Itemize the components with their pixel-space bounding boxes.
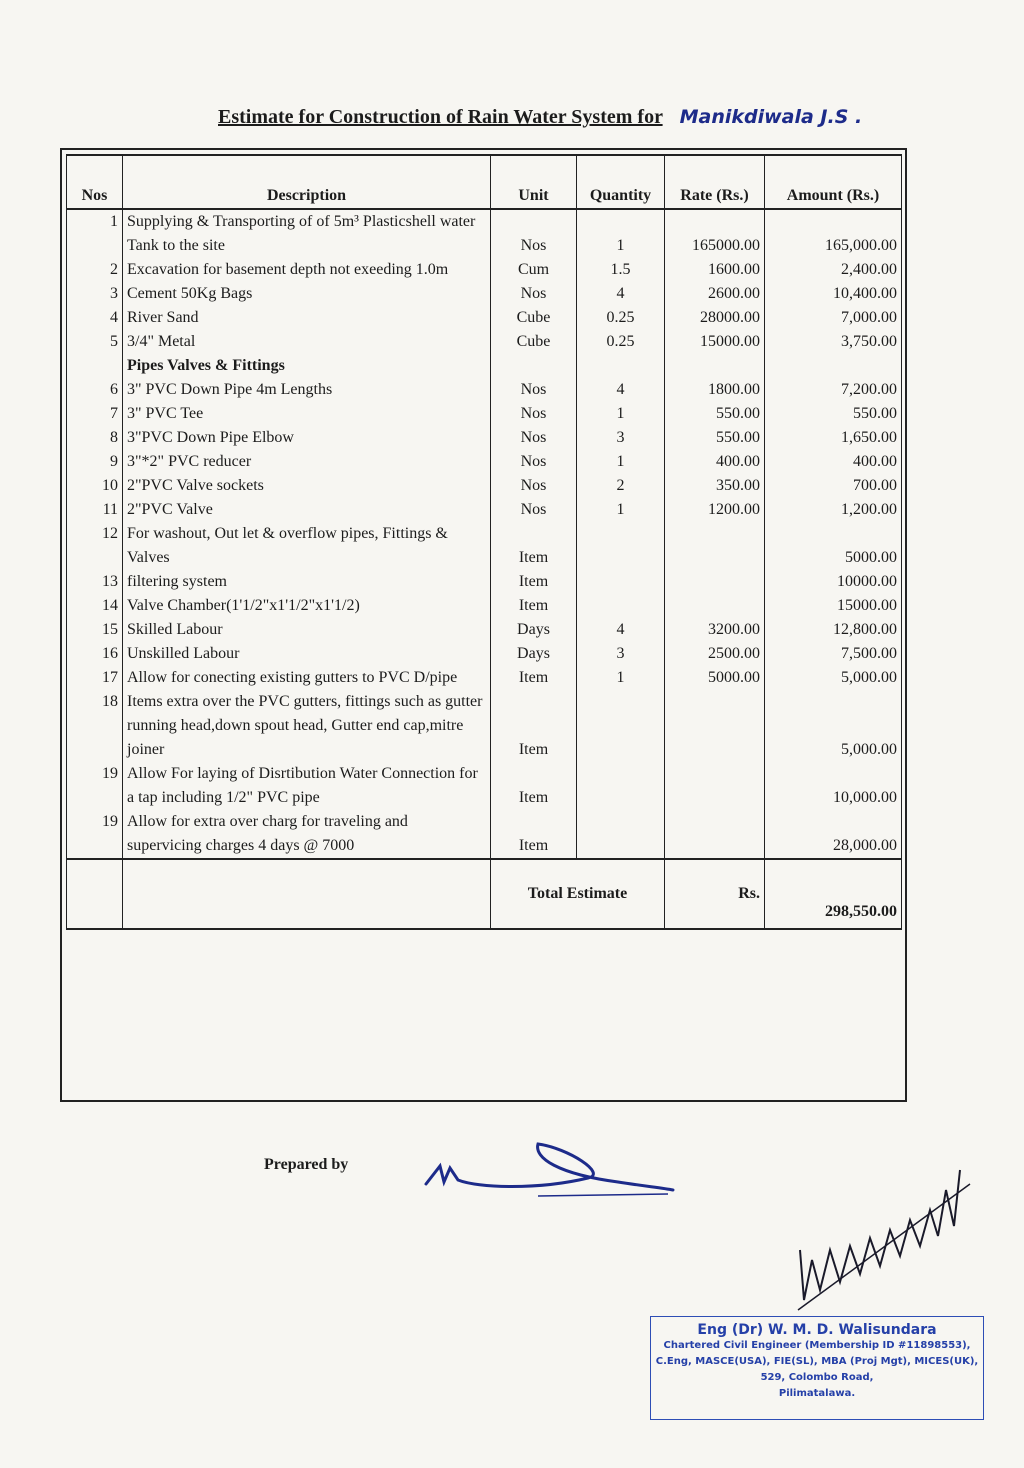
row-number: 16 [67, 642, 123, 666]
row-amount: 5,000.00 [765, 690, 902, 762]
table-row [67, 378, 902, 402]
row-number [67, 354, 123, 378]
row-unit: Cube [491, 330, 577, 354]
row-unit: Nos [491, 474, 577, 498]
title-handwritten-site: Manikdiwala J.S . [679, 106, 863, 128]
header-nos: Nos [67, 155, 123, 209]
total-blank [123, 859, 491, 929]
table-row [67, 282, 902, 306]
table-row [67, 306, 902, 330]
row-amount: 7,200.00 [765, 378, 902, 402]
row-description: Allow for extra over charg for traveling and supervicing charges 4 days @ 7000 [123, 810, 491, 859]
row-description: Unskilled Labour [123, 642, 491, 666]
row-rate: 1200.00 [665, 498, 765, 522]
row-amount: 7,500.00 [765, 642, 902, 666]
row-quantity [577, 570, 665, 594]
table-header-row [67, 155, 902, 209]
row-quantity [577, 690, 665, 762]
row-unit: Nos [491, 402, 577, 426]
total-currency: Rs. [665, 859, 765, 929]
preparer-signature [418, 1138, 678, 1204]
header-unit: Unit [491, 155, 577, 209]
row-unit: Cum [491, 258, 577, 282]
row-amount: 1,650.00 [765, 426, 902, 450]
stamp-name: Eng (Dr) W. M. D. Walisundara [697, 1322, 937, 1338]
row-quantity: 4 [577, 378, 665, 402]
row-number: 8 [67, 426, 123, 450]
row-unit: Item [491, 666, 577, 690]
header-quantity: Quantity [577, 155, 665, 209]
row-rate [665, 762, 765, 810]
row-description: Skilled Labour [123, 618, 491, 642]
stamp-line3: 529, Colombo Road, [760, 1372, 874, 1383]
row-quantity: 4 [577, 282, 665, 306]
total-label: Total Estimate [491, 859, 665, 929]
row-quantity: 0.25 [577, 306, 665, 330]
row-rate: 165000.00 [665, 209, 765, 258]
header-description: Description [123, 155, 491, 209]
row-description: 3"*2" PVC reducer [123, 450, 491, 474]
row-unit: Nos [491, 209, 577, 258]
row-amount: 5,000.00 [765, 666, 902, 690]
row-description: 3/4" Metal [123, 330, 491, 354]
row-quantity: 2 [577, 474, 665, 498]
row-unit: Item [491, 810, 577, 859]
row-unit: Days [491, 618, 577, 642]
row-unit: Item [491, 522, 577, 570]
row-description: 2"PVC Valve [123, 498, 491, 522]
row-quantity: 1 [577, 209, 665, 258]
header-rate: Rate (Rs.) [665, 155, 765, 209]
table-row [67, 354, 902, 378]
row-rate [665, 354, 765, 378]
row-amount: 3,750.00 [765, 330, 902, 354]
table-row [67, 810, 902, 859]
table-row [67, 402, 902, 426]
row-rate: 550.00 [665, 402, 765, 426]
row-amount: 550.00 [765, 402, 902, 426]
row-rate: 3200.00 [665, 618, 765, 642]
row-amount: 12,800.00 [765, 618, 902, 642]
table-row [67, 426, 902, 450]
table-body [67, 209, 902, 859]
row-number: 18 [67, 690, 123, 762]
row-quantity: 1 [577, 498, 665, 522]
row-amount: 5000.00 [765, 522, 902, 570]
row-unit: Nos [491, 282, 577, 306]
row-amount: 10,400.00 [765, 282, 902, 306]
row-number: 14 [67, 594, 123, 618]
total-amount: 298,550.00 [765, 859, 902, 929]
row-number: 19 [67, 762, 123, 810]
row-rate: 1600.00 [665, 258, 765, 282]
header-amount: Amount (Rs.) [765, 155, 902, 209]
table-row [67, 498, 902, 522]
total-row [67, 859, 902, 929]
row-number: 5 [67, 330, 123, 354]
row-number: 19 [67, 810, 123, 859]
page-title [218, 106, 1008, 129]
row-unit: Item [491, 594, 577, 618]
row-amount: 15000.00 [765, 594, 902, 618]
row-number: 4 [67, 306, 123, 330]
table-row [67, 258, 902, 282]
table-row [67, 209, 902, 258]
table-row [67, 474, 902, 498]
row-number: 1 [67, 209, 123, 258]
row-rate [665, 570, 765, 594]
row-quantity [577, 594, 665, 618]
row-amount: 10000.00 [765, 570, 902, 594]
row-rate: 5000.00 [665, 666, 765, 690]
row-description: Cement 50Kg Bags [123, 282, 491, 306]
row-unit: Nos [491, 426, 577, 450]
row-number: 2 [67, 258, 123, 282]
table-row [67, 330, 902, 354]
row-unit [491, 354, 577, 378]
row-description: Items extra over the PVC gutters, fittings such as gutter running head,down spout head, Gutter end cap,mitre joiner [123, 690, 491, 762]
row-description: River Sand [123, 306, 491, 330]
row-quantity: 1 [577, 666, 665, 690]
row-quantity [577, 810, 665, 859]
row-rate: 2600.00 [665, 282, 765, 306]
row-rate: 400.00 [665, 450, 765, 474]
row-number: 12 [67, 522, 123, 570]
engineer-signature [790, 1150, 980, 1320]
row-description: Allow For laying of Disrtibution Water Connection for a tap including 1/2" PVC pipe [123, 762, 491, 810]
total-blank [67, 859, 123, 929]
estimate-table [66, 154, 902, 930]
row-unit: Nos [491, 378, 577, 402]
row-description: 2"PVC Valve sockets [123, 474, 491, 498]
row-quantity: 3 [577, 426, 665, 450]
row-rate: 2500.00 [665, 642, 765, 666]
row-description: Allow for conecting existing gutters to PVC D/pipe [123, 666, 491, 690]
row-amount: 1,200.00 [765, 498, 902, 522]
row-number: 17 [67, 666, 123, 690]
row-description: Valve Chamber(1'1/2"x1'1/2"x1'1/2) [123, 594, 491, 618]
row-rate: 550.00 [665, 426, 765, 450]
row-amount: 28,000.00 [765, 810, 902, 859]
row-description: 3" PVC Tee [123, 402, 491, 426]
row-quantity [577, 354, 665, 378]
prepared-by-label: Prepared by [264, 1156, 349, 1173]
row-unit: Days [491, 642, 577, 666]
row-rate: 350.00 [665, 474, 765, 498]
table-row [67, 666, 902, 690]
row-amount: 165,000.00 [765, 209, 902, 258]
table-row [67, 570, 902, 594]
row-number: 15 [67, 618, 123, 642]
row-unit: Item [491, 570, 577, 594]
row-quantity: 1 [577, 450, 665, 474]
row-unit: Item [491, 690, 577, 762]
row-number: 9 [67, 450, 123, 474]
row-amount: 700.00 [765, 474, 902, 498]
stamp-line2: C.Eng, MASCE(USA), FIE(SL), MBA (Proj Mgt), MICES(UK), [655, 1356, 979, 1367]
row-quantity: 4 [577, 618, 665, 642]
table-row [67, 762, 902, 810]
row-rate: 15000.00 [665, 330, 765, 354]
row-rate [665, 810, 765, 859]
row-unit: Cube [491, 306, 577, 330]
row-quantity: 1 [577, 402, 665, 426]
table-row [67, 450, 902, 474]
row-rate: 28000.00 [665, 306, 765, 330]
row-number: 6 [67, 378, 123, 402]
stamp-line4: Pilimatalawa. [778, 1388, 856, 1399]
row-description: 3" PVC Down Pipe 4m Lengths [123, 378, 491, 402]
table-row [67, 594, 902, 618]
row-description: Supplying & Transporting of of 5m³ Plasticshell water Tank to the site [123, 209, 491, 258]
row-description: 3"PVC Down Pipe Elbow [123, 426, 491, 450]
row-unit: Item [491, 762, 577, 810]
row-amount: 2,400.00 [765, 258, 902, 282]
row-quantity: 0.25 [577, 330, 665, 354]
row-number: 11 [67, 498, 123, 522]
row-quantity [577, 762, 665, 810]
row-number: 13 [67, 570, 123, 594]
row-rate: 1800.00 [665, 378, 765, 402]
row-quantity: 1.5 [577, 258, 665, 282]
table-row [67, 642, 902, 666]
row-rate [665, 690, 765, 762]
stamp-line1: Chartered Civil Engineer (Membership ID #11898553), [663, 1340, 971, 1351]
title-text: Estimate for Construction of Rain Water System for [218, 106, 663, 128]
engineer-stamp [650, 1316, 984, 1420]
row-rate [665, 522, 765, 570]
row-number: 7 [67, 402, 123, 426]
row-description: Pipes Valves & Fittings [123, 354, 491, 378]
row-number: 3 [67, 282, 123, 306]
row-quantity: 3 [577, 642, 665, 666]
table-row [67, 618, 902, 642]
row-rate [665, 594, 765, 618]
row-amount: 400.00 [765, 450, 902, 474]
row-description: Excavation for basement depth not exeeding 1.0m [123, 258, 491, 282]
table-row [67, 522, 902, 570]
row-unit: Nos [491, 498, 577, 522]
row-amount [765, 354, 902, 378]
row-number: 10 [67, 474, 123, 498]
row-description: For washout, Out let & overflow pipes, Fittings & Valves [123, 522, 491, 570]
row-unit: Nos [491, 450, 577, 474]
table-row [67, 690, 902, 762]
row-amount: 10,000.00 [765, 762, 902, 810]
row-amount: 7,000.00 [765, 306, 902, 330]
row-description: filtering system [123, 570, 491, 594]
row-quantity [577, 522, 665, 570]
